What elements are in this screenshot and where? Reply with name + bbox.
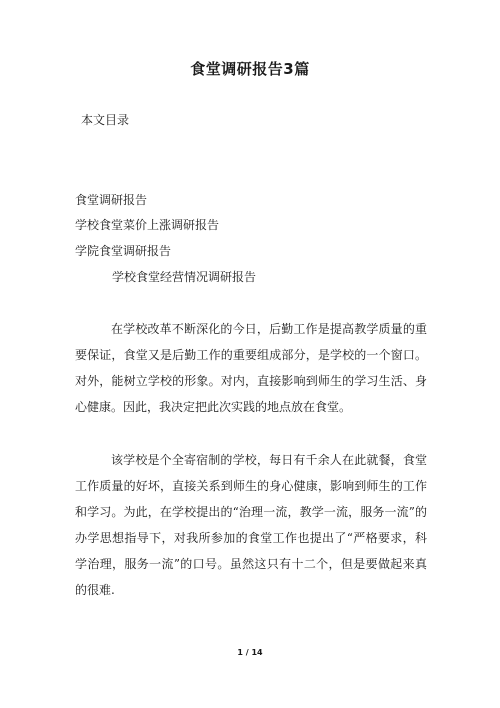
toc-heading: 本文目录	[81, 113, 130, 127]
body-paragraph-2: 该学校是个全寄宿制的学校，每日有千余人在此就餐，食堂工作质量的好坏，直接关系到师生的身心健康，影响到师生的工作和学习。为此，在学校提出的“治理一流，教学一流，服务一流”的办学思想指导下，对我所参加的食堂工作也提出了“严格要求，科学治理，服务一流”的口号。虽然这只有十二个，但是要做起来真的很难.	[75, 453, 427, 597]
section-heading: 学校食堂经营情况调研报告	[112, 270, 257, 284]
toc-item-1[interactable]: 食堂调研报告	[75, 193, 148, 207]
toc-item-2[interactable]: 学校食堂菜价上涨调研报告	[75, 218, 220, 232]
toc-item-3[interactable]: 学院食堂调研报告	[75, 244, 172, 258]
page-number: 1 / 14	[237, 648, 263, 657]
body-paragraph-1: 在学校改革不断深化的今日，后勤工作是提高教学质量的重要保证，食堂又是后勤工作的重要组成部分，是学校的一个窗口。对外，能树立学校的形象。对内，直接影响到师生的学习生活、身心健康。因此，我决定把此次实践的地点放在食堂。	[75, 322, 427, 414]
document-title: 食堂调研报告3篇	[190, 60, 310, 78]
